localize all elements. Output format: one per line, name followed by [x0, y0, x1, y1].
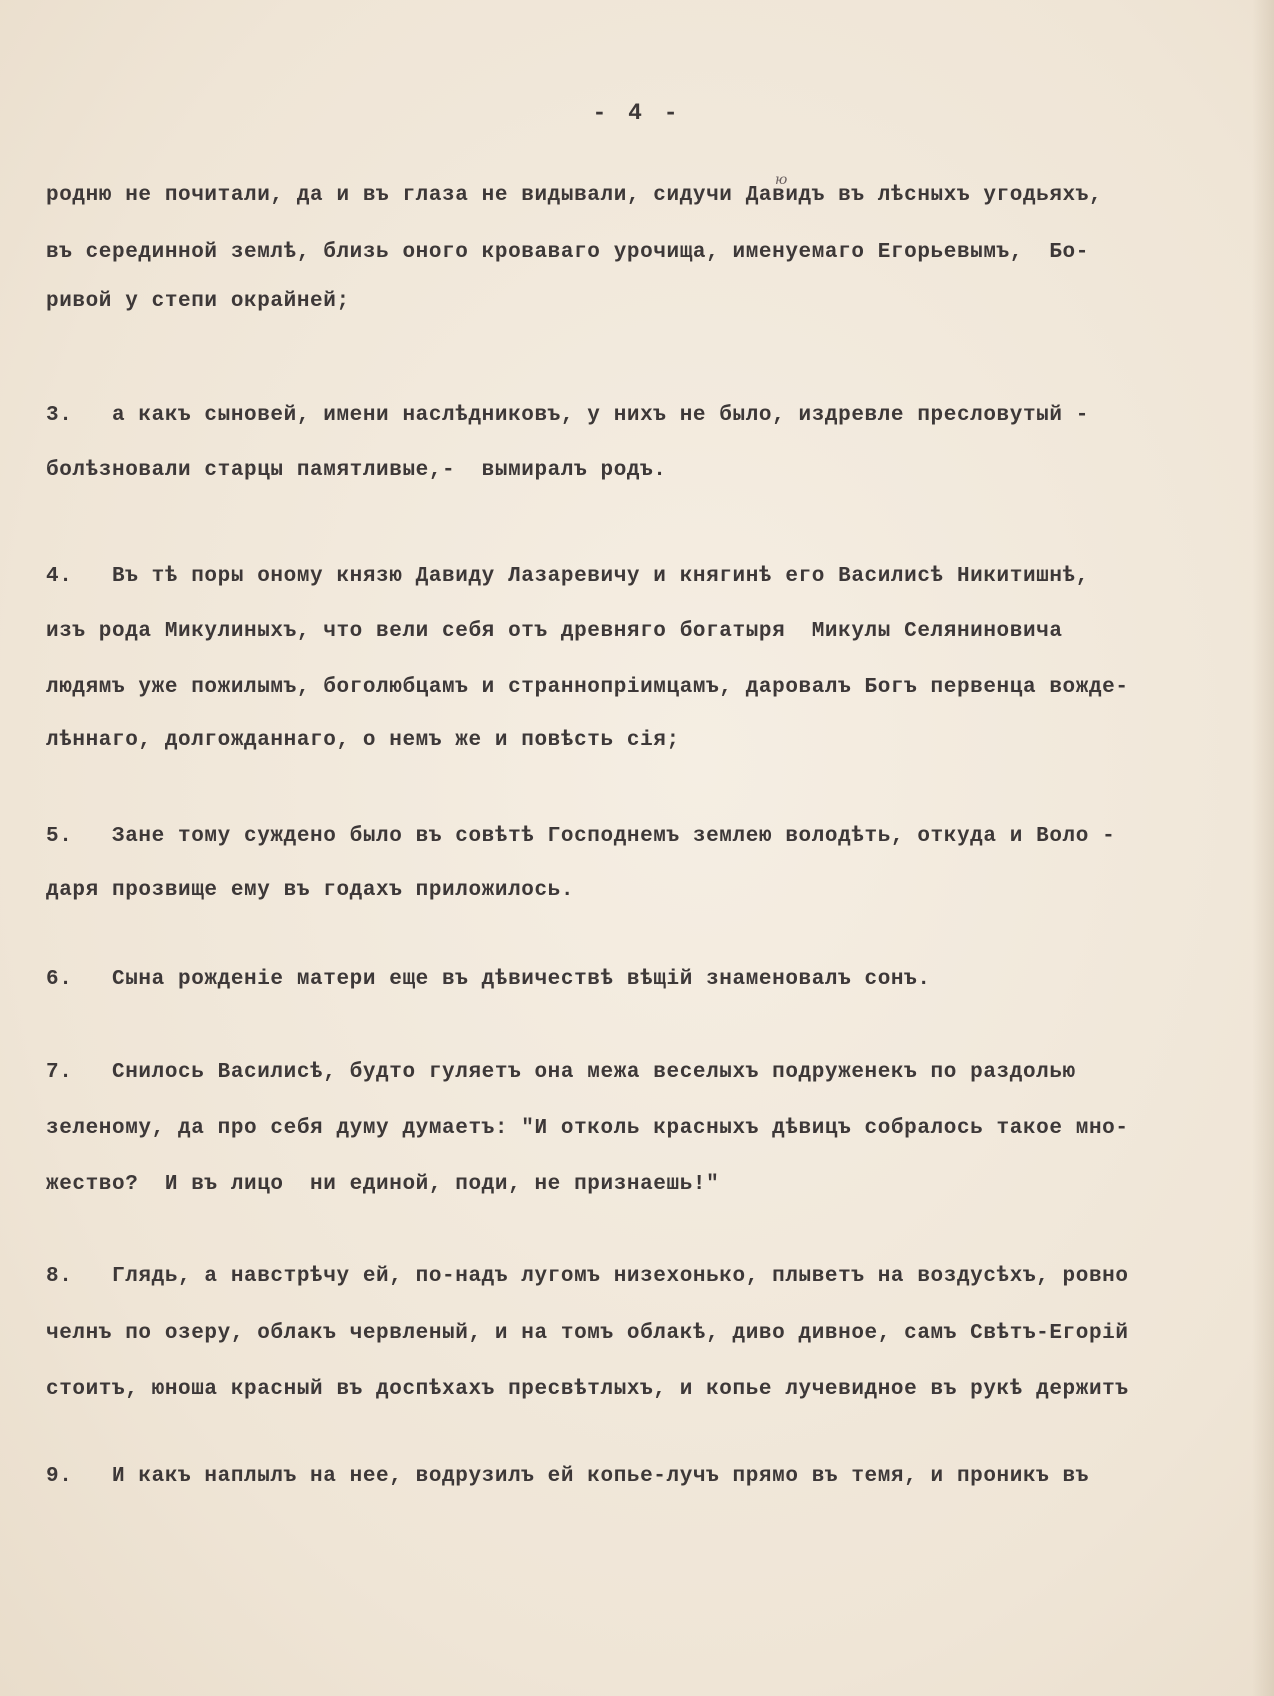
text-line: людямъ уже пожилымъ, боголюбцамъ и страннопріимцамъ, даровалъ Богъ первенца вожде-	[46, 676, 1129, 699]
text-line: зеленому, да про себя думу думаетъ: "И отколь красныхъ дѣвицъ собралось такое мно-	[46, 1117, 1129, 1140]
text-line: 4. Въ тѣ поры оному князю Давиду Лазаревичу и княгинѣ его Василисѣ Никитишнѣ,	[46, 565, 1089, 588]
text-line: 7. Снилось Василисѣ, будто гуляетъ она межа веселыхъ подруженекъ по раздолью	[46, 1061, 1076, 1084]
text-line: 8. Глядь, а навстрѣчу ей, по-надъ лугомъ низехонько, плыветъ на воздусѣхъ, ровно	[46, 1265, 1129, 1288]
text-line: 5. Зане тому суждено было въ совѣтѣ Господнемъ землею володѣть, откуда и Воло -	[46, 825, 1116, 848]
text-line: даря прозвище ему въ годахъ приложилось.	[46, 879, 575, 902]
text-line: 3. а какъ сыновей, имени наслѣдниковъ, у нихъ не было, издревле пресловутый -	[46, 404, 1089, 427]
text-line: 6. Сына рожденіе матери еще въ дѣвичествѣ вѣщій знаменовалъ сонъ.	[46, 968, 931, 991]
text-line: болѣзновали старцы памятливые,- вымиралъ родъ.	[46, 459, 667, 482]
text-line: ривой у степи окрайней;	[46, 290, 350, 313]
text-line: челнъ по озеру, облакъ червленый, и на томъ облакѣ, диво дивное, самъ Свѣтъ-Егорій	[46, 1322, 1129, 1345]
text-line: изъ рода Микулиныхъ, что вели себя отъ древняго богатыря Микулы Селяниновича	[46, 620, 1063, 643]
text-line: 9. И какъ наплылъ на нее, водрузилъ ей копье-лучъ прямо въ темя, и проникъ въ	[46, 1465, 1089, 1488]
text-line: родню не почитали, да и въ глаза не видывали, сидучи Давидъ въ лѣсныхъ угодьяхъ,	[46, 184, 1103, 207]
text-line: въ серединной землѣ, близь оного кроваваго урочища, именуемаго Егорьевымъ, Бо-	[46, 241, 1089, 264]
text-line: жество? И въ лицо ни единой, поди, не признаешь!"	[46, 1173, 720, 1196]
handwritten-mark: ю	[775, 172, 788, 188]
text-line: лѣннаго, долгожданнаго, о немъ же и повѣсть сія;	[46, 729, 680, 752]
text-line: стоитъ, юноша красный въ доспѣхахъ пресвѣтлыхъ, и копье лучевидное въ рукѣ держитъ	[46, 1378, 1129, 1401]
page-number: - 4 -	[592, 100, 682, 126]
